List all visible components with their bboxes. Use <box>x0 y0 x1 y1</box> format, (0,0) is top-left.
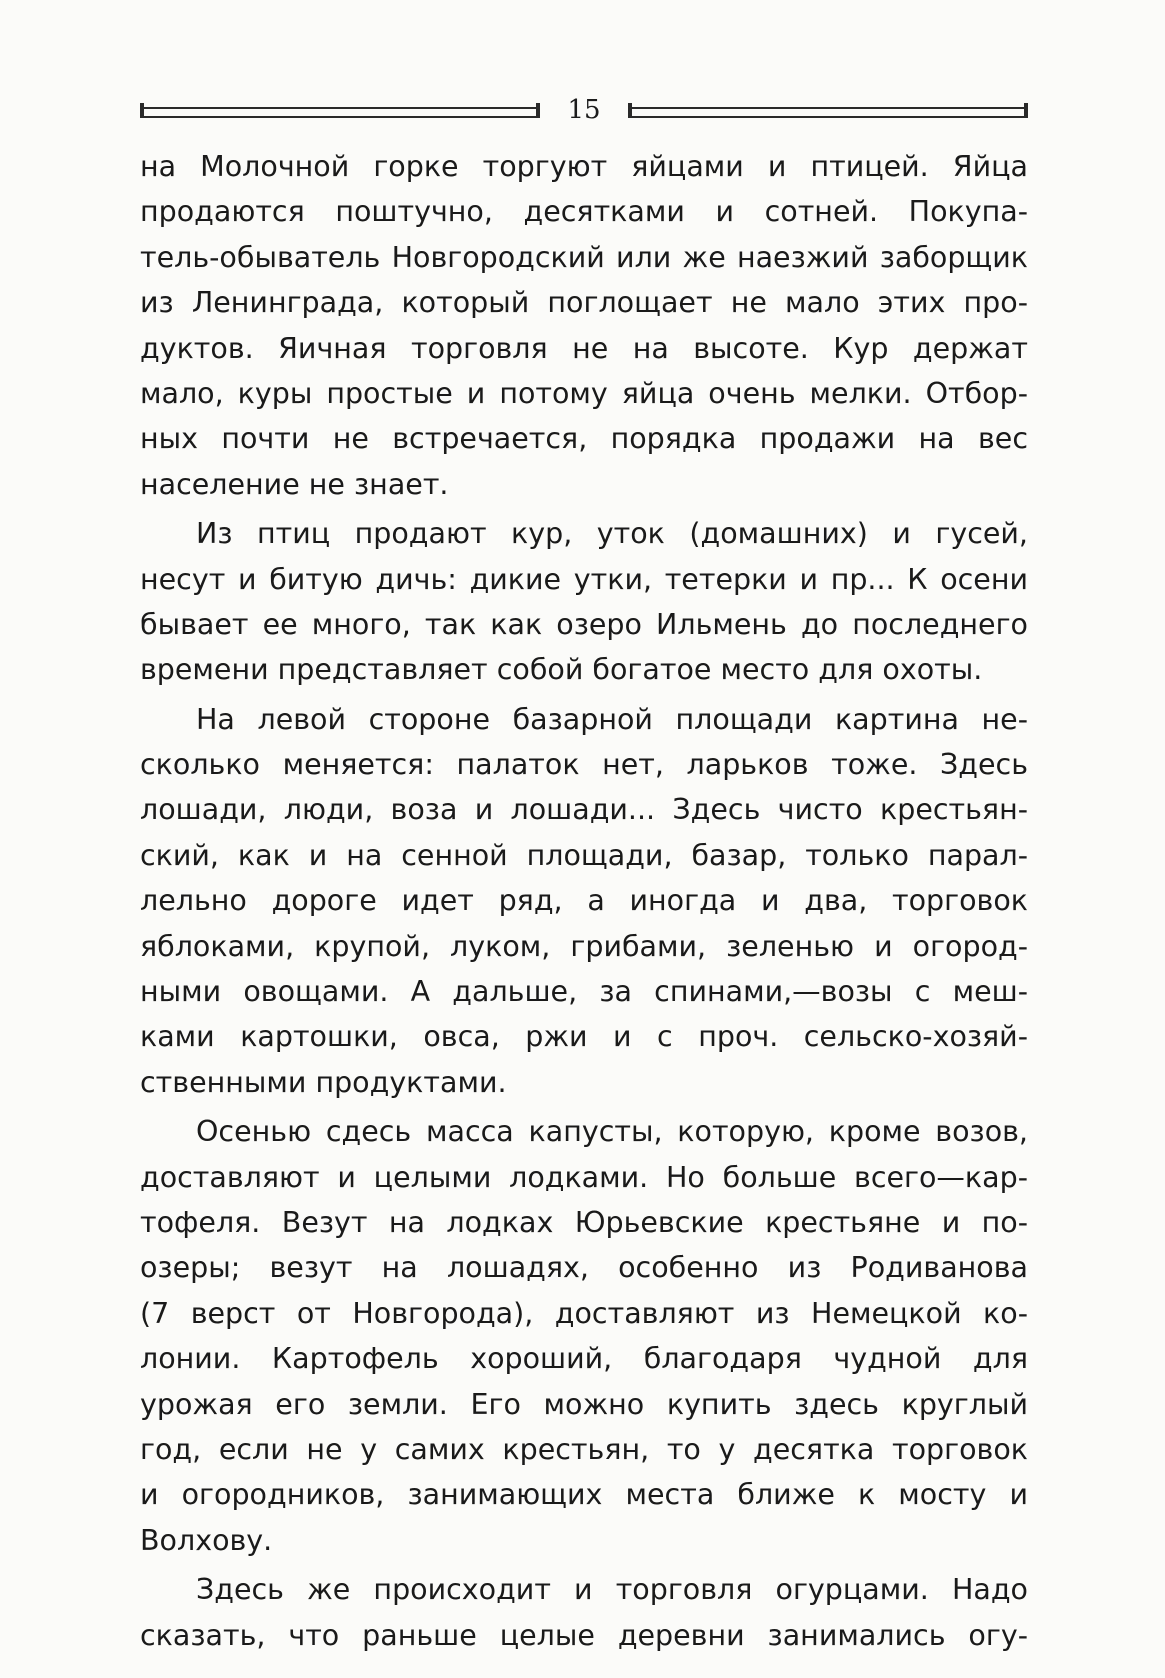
text-line: На левой стороне базарной площади картина не- <box>196 702 1028 736</box>
header-rule-left <box>140 107 540 118</box>
paragraph <box>140 1567 1028 1658</box>
text-line: несут и битую дичь: дикие утки, тетерки и пр... К осени <box>140 562 1028 596</box>
text-line: дуктов. Яичная торговля не на высоте. Кур держат <box>140 331 1028 365</box>
text-line: тель-обыватель Новгородский или же наезжий заборщик <box>140 240 1028 274</box>
text-line: Из птиц продают кур, уток (домашних) и гусей, <box>196 517 1028 551</box>
text-line: сказать, что раньше целые деревни занимались огу- <box>140 1618 1028 1652</box>
text-line: бывает ее много, так как озеро Ильмень до последнего <box>140 607 1028 641</box>
text-line: озеры; везут на лошадях, особенно из Родиванова <box>140 1251 1028 1285</box>
header-rule-cap <box>628 103 632 118</box>
page-header <box>140 92 1028 128</box>
text-line: лонии. Картофель хороший, благодаря чудной для <box>140 1342 1028 1376</box>
paragraph <box>140 697 1028 1106</box>
text-line: на Молочной горке торгуют яйцами и птицей. Яйца <box>140 150 1028 183</box>
text-line: из Ленинграда, который поглощает не мало этих про- <box>140 286 1028 320</box>
text-line: лошади, люди, воза и лошади... Здесь чисто крестьян- <box>140 793 1028 827</box>
paragraph <box>140 144 1028 507</box>
text-line: времени представляет собой богатое место для охоты. <box>140 653 983 687</box>
header-rule-cap <box>140 103 144 118</box>
text-line: мало, куры простые и потому яйца очень мелки. Отбор- <box>140 376 1028 410</box>
text-line: Здесь же происходит и торговля огурцами. Надо <box>196 1573 1028 1607</box>
text-line: сколько меняется: палаток нет, ларьков тоже. Здесь <box>140 748 1028 782</box>
text-line: лельно дороге идет ряд, а иногда и два, торговок <box>140 884 1028 918</box>
page-number: 15 <box>567 95 601 125</box>
body-text <box>140 144 1028 1662</box>
text-line: Волхову. <box>140 1523 273 1557</box>
header-rule-right <box>628 107 1028 118</box>
text-line: население не знает. <box>140 467 449 501</box>
header-rule-cap <box>1024 103 1028 118</box>
text-line: год, если не у самих крестьян, то у десятка торговок <box>140 1432 1028 1466</box>
paragraph <box>140 1109 1028 1563</box>
text-line: и огородников, занимающих места ближе к мосту и <box>140 1478 1028 1512</box>
text-line: (7 верст от Новгорода), доставляют из Немецкой ко- <box>140 1296 1028 1330</box>
text-line: ский, как и на сенной площади, базар, только парал- <box>140 838 1028 872</box>
text-line: урожая его земли. Его можно купить здесь круглый <box>140 1387 1028 1421</box>
paragraph <box>140 511 1028 693</box>
text-line: ными овощами. А дальше, за спинами,—возы с меш- <box>140 975 1028 1009</box>
text-line: Осенью сдесь масса капусты, которую, кроме возов, <box>196 1115 1028 1149</box>
text-line: ных почти не встречается, порядка продажи на вес <box>140 422 1028 456</box>
text-line: ственными продуктами. <box>140 1065 507 1099</box>
text-line: продаются поштучно, десятками и сотней. Покупа- <box>140 195 1028 229</box>
text-line: доставляют и целыми лодками. Но больше всего—кар- <box>140 1160 1028 1194</box>
text-line: яблоками, крупой, луком, грибами, зеленью и огород- <box>140 929 1028 963</box>
text-line: ками картошки, овса, ржи и с проч. сельско-хозяй- <box>140 1020 1028 1054</box>
text-line: тофеля. Везут на лодках Юрьевские крестьяне и по- <box>140 1205 1028 1239</box>
